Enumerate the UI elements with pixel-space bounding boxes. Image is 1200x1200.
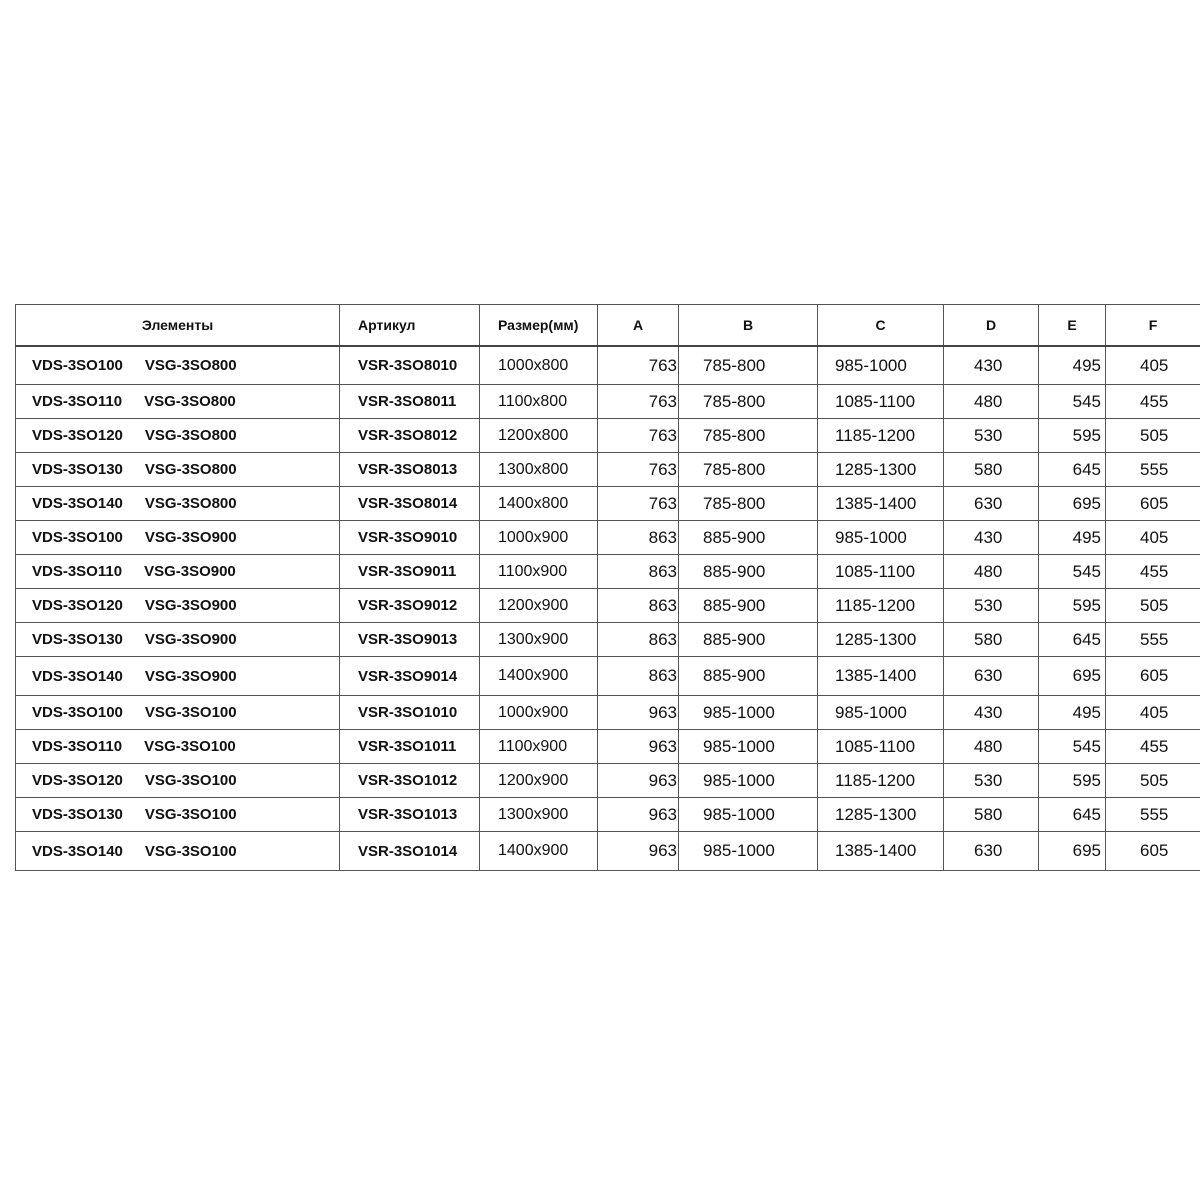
table-row	[16, 487, 1200, 521]
article-cell: VSR-3SO8012	[340, 419, 480, 453]
dim-e-cell: 495	[1039, 696, 1106, 730]
header-a: A	[598, 305, 679, 347]
article-cell: VSR-3SO8014	[340, 487, 480, 521]
size-cell: 1300x900	[480, 623, 598, 657]
element-door: VDS-3SO110	[32, 563, 123, 580]
element-glass: VSG-3SO800	[144, 461, 237, 478]
element-door: VDS-3SO110	[32, 738, 123, 755]
elements-cell	[16, 385, 340, 419]
elements-cell	[16, 696, 340, 730]
article-cell: VSR-3SO1014	[340, 832, 480, 871]
dim-a-cell: 863	[598, 555, 679, 589]
element-door: VDS-3SO130	[32, 631, 123, 648]
dim-f-cell: 605	[1106, 487, 1200, 521]
element-door: VDS-3SO120	[32, 772, 123, 789]
dim-f-cell: 405	[1106, 521, 1200, 555]
dim-a-cell: 863	[598, 589, 679, 623]
dim-a-cell: 963	[598, 832, 679, 871]
element-glass: VSG-3SO100	[144, 806, 237, 823]
element-glass: VSG-3SO800	[144, 357, 237, 374]
dim-a-cell: 763	[598, 419, 679, 453]
dim-b-cell: 985-1000	[679, 832, 818, 871]
dim-e-cell: 645	[1039, 453, 1106, 487]
size-cell: 1000x900	[480, 521, 598, 555]
dim-d-cell: 480	[944, 555, 1039, 589]
element-glass: VSG-3SO100	[144, 738, 236, 755]
dim-a-cell: 863	[598, 657, 679, 696]
table-row	[16, 589, 1200, 623]
article-cell: VSR-3SO1013	[340, 798, 480, 832]
elements-cell	[16, 453, 340, 487]
dim-b-cell: 785-800	[679, 453, 818, 487]
elements-cell	[16, 798, 340, 832]
dim-e-cell: 545	[1039, 385, 1106, 419]
element-glass: VSG-3SO900	[144, 529, 237, 546]
dim-d-cell: 480	[944, 385, 1039, 419]
dim-d-cell: 430	[944, 521, 1039, 555]
dim-c-cell: 1385-1400	[818, 832, 944, 871]
elements-cell	[16, 487, 340, 521]
dim-f-cell: 505	[1106, 419, 1200, 453]
header-e: E	[1039, 305, 1106, 347]
dim-b-cell: 785-800	[679, 346, 818, 385]
dim-b-cell: 785-800	[679, 385, 818, 419]
dim-a-cell: 763	[598, 453, 679, 487]
elements-cell	[16, 555, 340, 589]
header-elements: Элементы	[16, 305, 340, 347]
dim-a-cell: 763	[598, 487, 679, 521]
elements-cell	[16, 589, 340, 623]
size-cell: 1000x900	[480, 696, 598, 730]
header-d: D	[944, 305, 1039, 347]
dim-d-cell: 530	[944, 589, 1039, 623]
element-door: VDS-3SO100	[32, 357, 123, 374]
article-cell: VSR-3SO8010	[340, 346, 480, 385]
header-c: C	[818, 305, 944, 347]
dim-d-cell: 630	[944, 487, 1039, 521]
dim-c-cell: 1185-1200	[818, 589, 944, 623]
size-cell: 1400x800	[480, 487, 598, 521]
dim-b-cell: 785-800	[679, 487, 818, 521]
header-b: B	[679, 305, 818, 347]
dim-a-cell: 763	[598, 346, 679, 385]
article-cell: VSR-3SO9014	[340, 657, 480, 696]
dim-e-cell: 495	[1039, 346, 1106, 385]
elements-cell	[16, 657, 340, 696]
dim-d-cell: 630	[944, 832, 1039, 871]
dim-c-cell: 1285-1300	[818, 453, 944, 487]
dim-c-cell: 1085-1100	[818, 730, 944, 764]
dim-d-cell: 480	[944, 730, 1039, 764]
article-cell: VSR-3SO1010	[340, 696, 480, 730]
dim-c-cell: 985-1000	[818, 696, 944, 730]
element-glass: VSG-3SO900	[144, 597, 237, 614]
table-row	[16, 385, 1200, 419]
table-row	[16, 696, 1200, 730]
dim-a-cell: 963	[598, 730, 679, 764]
article-cell: VSR-3SO9010	[340, 521, 480, 555]
elements-cell	[16, 346, 340, 385]
dim-e-cell: 695	[1039, 832, 1106, 871]
article-cell: VSR-3SO8013	[340, 453, 480, 487]
dim-b-cell: 885-900	[679, 521, 818, 555]
dim-c-cell: 1385-1400	[818, 487, 944, 521]
dim-f-cell: 555	[1106, 453, 1200, 487]
size-cell: 1100x800	[480, 385, 598, 419]
dim-e-cell: 545	[1039, 555, 1106, 589]
dim-f-cell: 455	[1106, 555, 1200, 589]
element-door: VDS-3SO130	[32, 806, 123, 823]
dim-b-cell: 885-900	[679, 555, 818, 589]
article-cell: VSR-3SO9013	[340, 623, 480, 657]
dim-e-cell: 595	[1039, 419, 1106, 453]
dim-d-cell: 530	[944, 419, 1039, 453]
element-door: VDS-3SO120	[32, 597, 123, 614]
size-cell: 1000x800	[480, 346, 598, 385]
dim-d-cell: 580	[944, 798, 1039, 832]
element-glass: VSG-3SO100	[144, 842, 237, 860]
size-cell: 1200x800	[480, 419, 598, 453]
size-cell: 1300x800	[480, 453, 598, 487]
article-cell: VSR-3SO1012	[340, 764, 480, 798]
dim-a-cell: 963	[598, 798, 679, 832]
size-cell: 1100x900	[480, 555, 598, 589]
dim-b-cell: 785-800	[679, 419, 818, 453]
element-door: VDS-3SO140	[32, 842, 123, 860]
dim-b-cell: 985-1000	[679, 696, 818, 730]
elements-cell	[16, 730, 340, 764]
dim-f-cell: 505	[1106, 764, 1200, 798]
table-row	[16, 453, 1200, 487]
element-glass: VSG-3SO100	[144, 704, 237, 721]
element-glass: VSG-3SO100	[144, 772, 237, 789]
table-body	[16, 346, 1200, 871]
dim-c-cell: 1285-1300	[818, 623, 944, 657]
dim-a-cell: 963	[598, 764, 679, 798]
article-cell: VSR-3SO1011	[340, 730, 480, 764]
dim-c-cell: 1085-1100	[818, 385, 944, 419]
table-row	[16, 521, 1200, 555]
dim-a-cell: 763	[598, 385, 679, 419]
article-cell: VSR-3SO9011	[340, 555, 480, 589]
dim-d-cell: 580	[944, 453, 1039, 487]
article-cell: VSR-3SO8011	[340, 385, 480, 419]
dim-e-cell: 545	[1039, 730, 1106, 764]
dim-f-cell: 555	[1106, 623, 1200, 657]
table-header	[16, 305, 1200, 347]
dim-f-cell: 405	[1106, 696, 1200, 730]
size-cell: 1100x900	[480, 730, 598, 764]
dim-e-cell: 645	[1039, 623, 1106, 657]
element-door: VDS-3SO100	[32, 529, 123, 546]
size-cell: 1400x900	[480, 832, 598, 871]
element-door: VDS-3SO130	[32, 461, 123, 478]
size-cell: 1200x900	[480, 589, 598, 623]
element-glass: VSG-3SO900	[144, 563, 236, 580]
element-door: VDS-3SO140	[32, 495, 123, 512]
dim-f-cell: 605	[1106, 657, 1200, 696]
element-glass: VSG-3SO900	[144, 667, 237, 685]
dim-f-cell: 455	[1106, 730, 1200, 764]
dim-c-cell: 1285-1300	[818, 798, 944, 832]
dim-d-cell: 630	[944, 657, 1039, 696]
element-door: VDS-3SO100	[32, 704, 123, 721]
table-row	[16, 623, 1200, 657]
element-glass: VSG-3SO800	[144, 427, 237, 444]
dim-e-cell: 645	[1039, 798, 1106, 832]
dim-d-cell: 530	[944, 764, 1039, 798]
dim-b-cell: 985-1000	[679, 764, 818, 798]
elements-cell	[16, 832, 340, 871]
dim-c-cell: 1185-1200	[818, 764, 944, 798]
dim-c-cell: 1385-1400	[818, 657, 944, 696]
dim-a-cell: 863	[598, 521, 679, 555]
table-row	[16, 730, 1200, 764]
dim-a-cell: 863	[598, 623, 679, 657]
dim-c-cell: 1185-1200	[818, 419, 944, 453]
element-door: VDS-3SO120	[32, 427, 123, 444]
dim-f-cell: 605	[1106, 832, 1200, 871]
dim-f-cell: 505	[1106, 589, 1200, 623]
dim-b-cell: 985-1000	[679, 798, 818, 832]
element-glass: VSG-3SO800	[144, 393, 236, 410]
elements-cell	[16, 419, 340, 453]
element-door: VDS-3SO110	[32, 393, 123, 410]
elements-cell	[16, 623, 340, 657]
dim-b-cell: 985-1000	[679, 730, 818, 764]
element-glass: VSG-3SO800	[144, 495, 237, 512]
elements-cell	[16, 521, 340, 555]
dim-e-cell: 695	[1039, 657, 1106, 696]
table-row	[16, 419, 1200, 453]
dim-e-cell: 595	[1039, 589, 1106, 623]
dim-b-cell: 885-900	[679, 623, 818, 657]
table-row	[16, 832, 1200, 871]
dim-b-cell: 885-900	[679, 589, 818, 623]
table-row	[16, 555, 1200, 589]
header-size: Размер(мм)	[480, 305, 598, 347]
size-cell: 1400x900	[480, 657, 598, 696]
spec-table	[15, 304, 1200, 871]
element-door: VDS-3SO140	[32, 667, 123, 685]
elements-cell	[16, 764, 340, 798]
dim-c-cell: 985-1000	[818, 346, 944, 385]
dim-e-cell: 695	[1039, 487, 1106, 521]
dim-f-cell: 405	[1106, 346, 1200, 385]
dim-f-cell: 555	[1106, 798, 1200, 832]
dim-b-cell: 885-900	[679, 657, 818, 696]
article-cell: VSR-3SO9012	[340, 589, 480, 623]
header-f: F	[1106, 305, 1200, 347]
dim-d-cell: 580	[944, 623, 1039, 657]
element-glass: VSG-3SO900	[144, 631, 237, 648]
table-row	[16, 657, 1200, 696]
dim-e-cell: 495	[1039, 521, 1106, 555]
size-cell: 1300x900	[480, 798, 598, 832]
dim-f-cell: 455	[1106, 385, 1200, 419]
dim-d-cell: 430	[944, 346, 1039, 385]
table-row	[16, 764, 1200, 798]
table-row	[16, 798, 1200, 832]
header-article: Артикул	[340, 305, 480, 347]
header-row	[16, 305, 1200, 347]
dim-a-cell: 963	[598, 696, 679, 730]
dim-c-cell: 1085-1100	[818, 555, 944, 589]
dim-d-cell: 430	[944, 696, 1039, 730]
dim-c-cell: 985-1000	[818, 521, 944, 555]
size-cell: 1200x900	[480, 764, 598, 798]
dim-e-cell: 595	[1039, 764, 1106, 798]
table-row	[16, 346, 1200, 385]
